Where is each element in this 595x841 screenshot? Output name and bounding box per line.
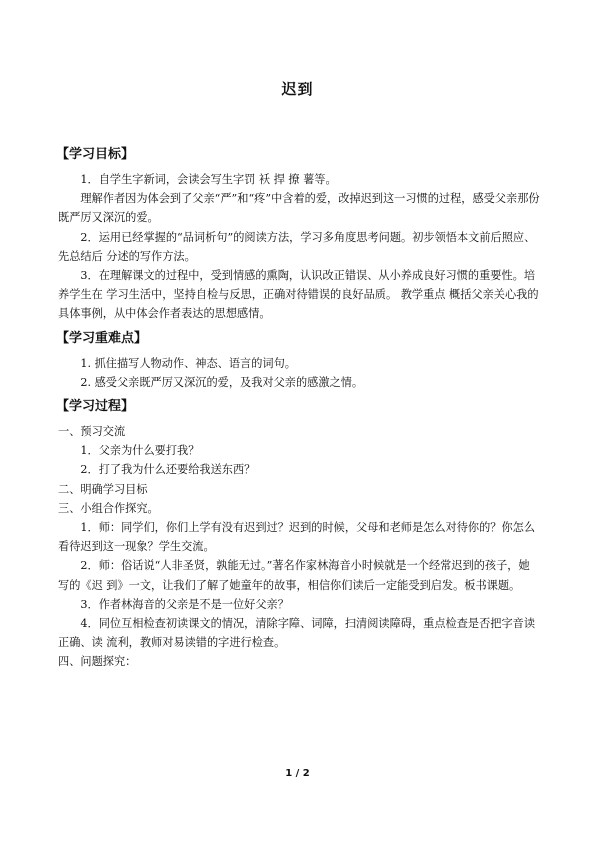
goal-item: 2．运用已经掌握的“品词析句”的阅读方法，学习多角度思考问题。初步领悟本文前后照应、先总结后 分述的写作方法。 [58,230,536,263]
goal-item: 3．在理解课文的过程中，受到情感的熏陶，认识改正错误、从小养成良好习惯的重要性。培养学生在 学习生活中，坚持自检与反思，正确对待错误的良好品质。 教学重点 概括父亲关心我的具体事例，从中体会作者表达的思想感情。 [58,269,539,321]
process-sub-item: 4．同位互相检查初读课文的情况，清除字障、词障，扫清阅读障碍，重点检查是否把字音读正确、读 流利，教师对易读错的字进行检查。 [58,617,536,650]
key-point-item: 1. 抓住描写人物动作、神态、语言的词句。 [80,356,296,370]
process-sub-item: 1．师：同学们，你们上学有没有迟到过？迟到的时候，父母和老师是怎么对待你的？你怎么看待迟到这一现象？学生交流。 [58,521,536,554]
section-heading-goals: 【学习目标】 [56,147,135,162]
page-title: 迟到 [281,80,314,98]
process-sub-item: 2．师：俗话说“人非圣贤，孰能无过。”著名作家林海音小时候就是一个经常迟到的孩子，她写的《迟 到》一文，让我们了解了她童年的故事，相信你们读后一定能受到启发。板书课题。 [58,559,530,592]
process-step: 三、小组合作探究。 [58,501,159,515]
page-number: 1 / 2 [285,768,310,779]
process-sub-item: 3．作者林海音的父亲是不是一位好父亲？ [80,597,289,611]
section-heading-key-points: 【学习重难点】 [56,330,148,346]
goal-item: 1．自学生字新词，会读会写生字罚 袄 捍 撩 薯等。 [80,173,337,186]
process-step: 四、问题探究： [58,655,137,669]
document-body [58,140,540,672]
goal-item: 理解作者因为体会到了父亲“严”和“疼”中含着的爱，改掉迟到这一习惯的过程，感受父亲那份既严厉又深沉的爱。 [58,192,540,225]
process-sub-item: 1．父亲为什么要打我？ [80,444,200,458]
key-point-item: 2. 感受父亲既严厉又深沉的爱，及我对父亲的感激之情。 [80,375,364,389]
process-step: 一、预习交流 [58,425,126,439]
process-sub-item: 2．打了我为什么还要给我送东西？ [80,463,256,477]
section-heading-process: 【学习过程】 [56,399,135,415]
process-step: 二、明确学习目标 [58,482,148,496]
